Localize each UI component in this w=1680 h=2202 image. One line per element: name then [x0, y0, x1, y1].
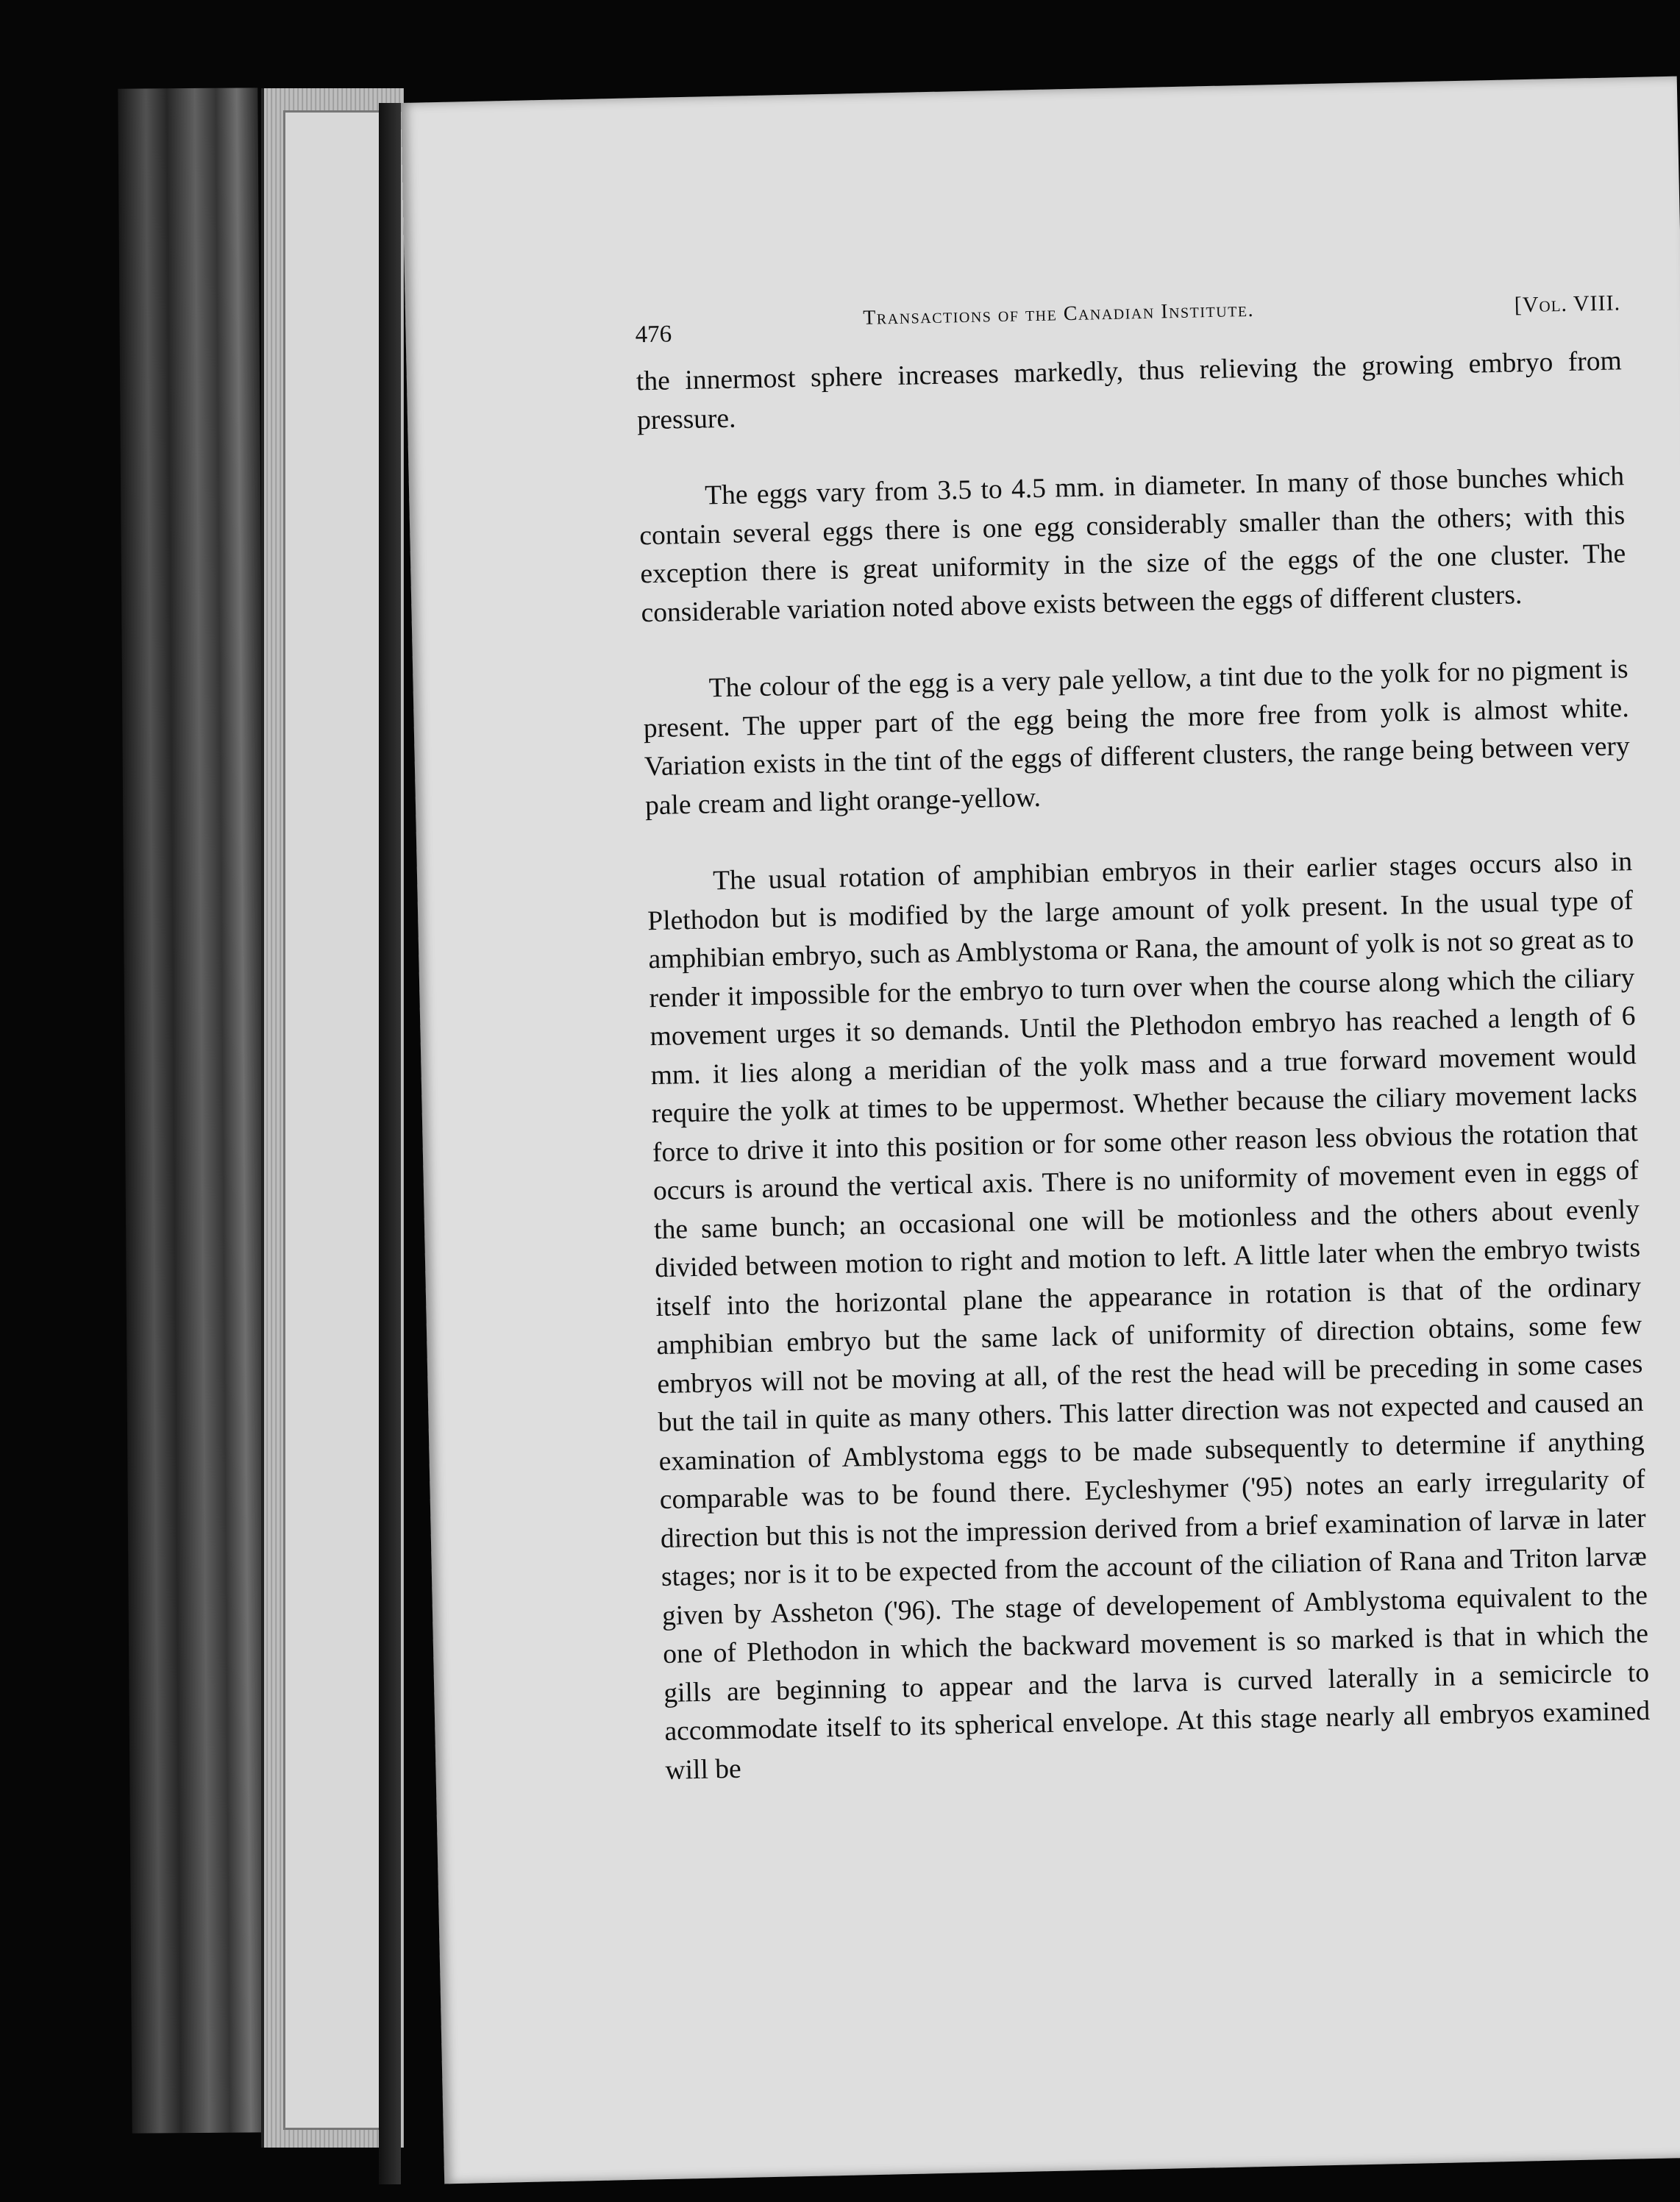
paragraph-continuation: the innermost sphere increases markedly, thus relieving the growing embryo from pressure.	[636, 346, 1623, 435]
inner-page-edge	[283, 110, 383, 2130]
book-binding-edge	[118, 88, 271, 2133]
page-shadow-border	[379, 103, 401, 2184]
volume-label: [Vol. VIII.	[1514, 291, 1621, 318]
paragraph-egg-colour: The colour of the egg is a very pale yellow, a tint due to the yolk for no pigment is present. The upper part of the egg being the more free from yolk is almost white. Variation exists in the tint of the eggs of different clusters, the range being between very pale cream and light orange-yellow.	[643, 654, 1631, 821]
paragraph-egg-size: The eggs vary from 3.5 to 4.5 mm. in diameter. In many of those bunches which contain several eggs there is one egg considerably smaller than the others; with this exception there is great uniformity in the size of the eggs of the one cluster. The considerable variation noted above exists between the eggs of different clusters.	[638, 461, 1626, 628]
book-page	[401, 76, 1680, 2184]
text-block	[635, 291, 1651, 1790]
page-number: 476	[635, 321, 672, 349]
journal-title: Transactions of the Canadian Institute.	[862, 298, 1255, 329]
paragraph-rotation: The usual rotation of amphibian embryos in their earlier stages occurs also in Plethodon but is modified by the large amount of yolk present. In the usual type of amphibian embryo, such as Amblystoma or Rana, the amount of yolk is not so great as to render it impossible for the embryo to turn over when the course along which the ciliary movement urges it so demands. Until the Plethodon embryo has reached a length of 6 mm. it lies along a meridian of the yolk mass and a true forward movement would require the yolk at times to be uppermost. Whether because the ciliary movement lacks force to drive it into this position or for some other reason less obvious the rotation that occurs is around the vertical axis. There is no uniformity of movement even in eggs of the same bunch; an occasional one will be motionless and the others about evenly divided between motion to right and motion to left. A little later when the embryo twists itself into the horizontal plane the appearance in rotation is that of the ordinary amphibian embryo but the same lack of uniformity of direction obtains, some few embryos will not be moving at all, of the rest the head will be preceding in some cases but the tail in quite as many others. This latter direction was not expected and caused an examination of Amblystoma eggs to be made subsequently to determine if anything comparable was to be found there. Eycleshymer ('95) notes an early irregularity of direction but this is not the impression derived from a brief examination of larvæ in later stages; nor is it to be expected from the account of the ciliation of Rana and Triton larvæ given by Assheton ('96). The stage of developement of Amblystoma equivalent to the one of Plethodon in which the backward movement is so marked is that in which the gills are beginning to appear and the larva is curved laterally in a semicircle to accommodate itself to its spherical envelope. At this stage nearly all embryos examined will be	[647, 847, 1651, 1786]
